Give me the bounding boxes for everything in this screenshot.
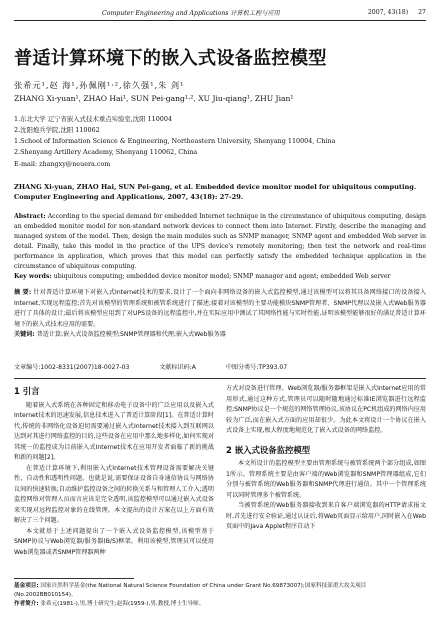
article-meta xyxy=(14,362,426,371)
section-heading: 1 引言 xyxy=(14,386,40,396)
body-paragraph: 当被管系统的Web服务器接收到来自客户端浏览器的HTTP请求报文时,首先进行安全验证,通过认证后,将Web页面显示给用户,同时嵌入在Web页面中的Java Applet程序自动下 xyxy=(226,502,426,530)
paper-title: 普适计算环境下的嵌入式设备监控模型 xyxy=(14,48,327,69)
bio-text: 张希元(1981-),男,博士研究生;赵海(1959-),男,教授,博士生导师。 xyxy=(40,601,205,608)
author-email: E-mail: zhangxy@neuera.com xyxy=(14,160,111,168)
body-paragraph: 在普适计算环境下,利用嵌入式Internet技术管理设备需要解决关键性、自动性和透明性问题。也就是说,需要保证设备自身通信协议与网络协议间的快速转换;自动维护监控设备之间的转换关系与和管理人工介入;透明监控网络对管理人员而言应该是完全透明,该监控模型可以通过嵌入式设备来实现对远程监控对象的在线管理。本文提出的设计方案在以上方面有效解决了三个问题。 xyxy=(14,464,214,524)
abstract-label: Abstract: xyxy=(14,213,46,220)
chinese-abstract xyxy=(14,288,426,341)
zh-abstract-label: 摘 要: xyxy=(14,289,32,296)
body-column-left xyxy=(14,384,214,558)
body-paragraph: 方式对设备进行管理。Web浏览器/服务器框架是嵌入式Internet应用的常用形式,通过这种方式,管理员可以随时随地通过标准IE浏览器进行远程监控;SNMP协议是一个规范的网络管理协议,该协议在PC机组成的网络内应用较为广泛,而在嵌入式方面的应用却很少。为此本文将设计一个协议在嵌入式设备上实现,极大程度地规范化了嵌入式设备的网络监控。 xyxy=(226,385,426,434)
footnotes xyxy=(14,582,426,610)
english-abstract xyxy=(14,212,426,282)
affiliation-line: 2.Shenyang Artillery Academy, Shenyang 110062, China xyxy=(14,148,198,156)
header-rule xyxy=(14,20,426,21)
bio-label: 作者简介: xyxy=(14,601,39,608)
fund-label: 基金项目: xyxy=(14,583,39,589)
clc-number: 中图分类号:TP393.07 xyxy=(225,364,288,371)
document-code: 文献标识码:A xyxy=(159,364,196,371)
fund-text: 国家自然科学基金(the National Natural Science Foundation of China under Grant No.69873007);国家科技部重大攻关项目(No.2002BB010154)。 xyxy=(14,583,367,599)
authors-chinese: 张希元¹,赵 海¹,孙佩刚¹·²,徐久强¹,朱 剑¹ xyxy=(14,80,185,90)
zh-abstract-text: 针对普适计算环境下对嵌入式Internet技术的要求,设计了一个面向非网络设备的嵌入式监控模型,通过该模型可以将其具备网络接口的设备接入Internet,实现远程监控;首先对该模型的管理系统和被管系统进行了描述;接着对该模型的主要功能模块SNMP管理者、SNMP代理以及嵌入式Web服务器进行了具体的设计;最后将该模型应用到了对UPS设备的远程监控中,并在实际应用中测试了其网络性能与实时性能,证明该模型能够很好的满足普适计算环境下的嵌入式技术应用的需要。 xyxy=(14,289,427,328)
authors-english: ZHANG Xi-yuan¹, ZHAO Hai¹, SUN Pei-gang¹·², XU Jiu-qiang¹, ZHU Jian¹ xyxy=(14,94,294,103)
zh-keywords-text: 普适计算;嵌入式设备监控模型;SNMP管理器和代理;嵌入式Web服务器 xyxy=(36,331,226,339)
body-paragraph: 本文所设计的监控模型主要由管理系统与被管系统两个部分组成,如图1所示。管理系统主要是由客户端的Web浏览器和SNMP管理器组成,它们分别与被管系统的Web服务器和SNMP代理进行通信。其中一个管理系统可以同时管理多个被管系统。 xyxy=(226,460,426,499)
journal-name: Computer Engineering and Applications 计算机工程与应用 xyxy=(101,9,280,17)
section-heading: 2 嵌入式设备监控模型 xyxy=(226,444,311,455)
section-divider xyxy=(14,378,426,379)
citation: ZHANG Xi-yuan, ZHAO Hai, SUN Pei-gang, et al. Embedded device monitor model for ubiquitous computing. Computer Engineering and Applications, 2007, 43(18): 27-29. xyxy=(14,183,417,201)
body-paragraph: 本文就基于上述问题提出了一个嵌入式设备监控模型,该模型基于SNMP协议与Web浏览器/服务器(B/S)框架。利用该模型,管理员可以使用Web浏览器或者SNMP管理器两种 xyxy=(14,527,214,556)
affiliation-line: 2.沈阳炮兵学院,沈阳 110062 xyxy=(14,126,100,134)
keywords-text: ubiquitous computing; embedded device monitor model; SNMP manager and agent; embedded Web server xyxy=(53,273,391,280)
page-number: 27 xyxy=(418,8,426,16)
keywords-label: Key words: xyxy=(14,273,52,280)
affiliation-line: 1.东北大学 辽宁省嵌入式技术重点实验室,沈阳 110004 xyxy=(14,115,173,123)
body-column-right xyxy=(226,384,426,533)
running-header xyxy=(14,4,426,20)
zh-keywords-label: 关键词: xyxy=(14,331,35,339)
body-paragraph: 随着嵌入式系统在各种固定和移动电子设备中的广泛应用以及嵌入式Internet技术的迅速发展,信息技术进入了普适计算阶段[1]。在普适计算时代,传统的非网络化设备迫切需要通过嵌入式Internet技术接入到互联网以达到对其进行网络监控的目的,这些设备在应用中那么地多样化,如何实现对其统一的监控成为目前嵌入式Internet技术在应用开发者面临了新的挑战和新的问题[2]。 xyxy=(14,401,214,461)
issue-info: 2007, 43(18) xyxy=(367,8,409,16)
footnote-rule xyxy=(14,578,134,579)
abstract-text: According to the special demand for embedded Internet technique in the circumstance of ubiquitous computing, design an embedded monitor model for non-standard network devices to connect them into Internet. Firstly, describe the managing and managed system of the model. Then, design the main modules such as SNMP manager, SNMP agent and embedded Web server in detail. Finally, take this model in the practice of the UPS device's remotely monitoring; then test the network and real-time performance in application, which proves that this model can perfectly satisfy the embedded technique application in the circumstance of ubiquitous computing. xyxy=(14,213,427,270)
affiliation-line: 1.School of Information Science & Engineering, Northeastern University, Shenyang 110004, China xyxy=(14,137,336,145)
article-number: 文章编号:1002-8331(2007)18-0027-03 xyxy=(14,364,130,371)
